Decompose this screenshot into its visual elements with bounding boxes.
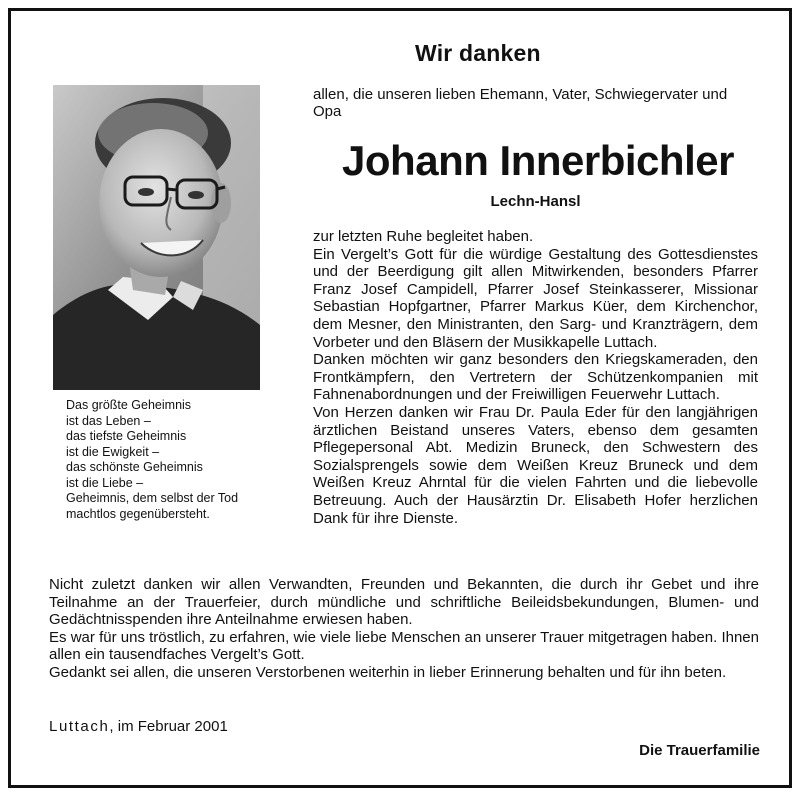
paragraph: Gedankt sei allen, die unseren Verstorbenen weiterhin in lieber Erinnerung behalten und für ihn beten.: [49, 663, 727, 681]
poem-line: ist die Liebe –: [66, 475, 144, 490]
poem-line: ist das Leben –: [66, 413, 151, 428]
poem-line: das schönste Geheimnis: [66, 460, 203, 474]
deceased-name: Johann Innerbichler: [342, 137, 734, 184]
place-name: Luttach: [49, 718, 110, 735]
poem-line: das tiefste Geheimnis: [66, 429, 187, 443]
thanks-text-full: [49, 576, 759, 682]
paragraph: Von Herzen danken wir Frau Dr. Paula Eder für den langjährigen ärztlichen Beistand unseres Vaters, ebenso dem gesamten Pflegepersonal Abt. Medizin Bruneck, den Schwestern des Sozialsprengels sowie dem Weißen Kreuz Bruneck und dem Weißen Kreuz Ahrntal für die vielen Fahrten und die liebevolle Betreuung. Auch der Hausärztin Dr. Elisabeth Hofer herzlichen Dank für ihre Dienste.: [313, 403, 758, 527]
page-title: Wir danken: [415, 40, 541, 66]
poem-line: ist die Ewigkeit –: [66, 444, 160, 459]
portrait-photo: [53, 85, 260, 390]
paragraph: Ein Vergelt’s Gott für die würdige Gestaltung des Gottesdienstes und der Beerdigung gilt allen Mitwirkenden, besonders Pfarrer Franz Josef Campidell, Pfarrer Josef Steinkasserer, Missionar Sebastian Hopfgartner, Pfarrer Markus Küer, dem Kirchenchor, dem Mesner, den Ministranten, den Sarg- und Kranzträgern, dem Vorbeter und den Bläsern der Musikkapelle Luttach.: [313, 245, 758, 351]
paragraph: Es war für uns tröstlich, zu erfahren, wie viele liebe Menschen an unserer Trauer mitgetragen haben. Ihnen allen ein tausendfaches Vergelt’s Gott.: [49, 628, 759, 664]
poem: [66, 398, 286, 522]
poem-line: machtlos gegenübersteht.: [66, 506, 210, 521]
date-text: , im Februar 2001: [109, 718, 228, 735]
place-date: [49, 718, 228, 735]
poem-line: Geheimnis, dem selbst der Tod: [66, 491, 239, 505]
intro-text: allen, die unseren lieben Ehemann, Vater, Schwiegervater und Opa: [313, 86, 728, 120]
deceased-nickname: Lechn-Hansl: [490, 193, 581, 210]
paragraph: zur letzten Ruhe begleitet haben.: [313, 228, 534, 245]
paragraph: Danken möchten wir ganz besonders den Kriegskameraden, den Frontkämpfern, den Vertretern der Schützenkompanien mit Fahnenabordnungen und der Freiwilligen Feuerwehr Luttach.: [313, 351, 758, 404]
poem-line: Das größte Geheimnis: [66, 398, 192, 412]
signature: Die Trauerfamilie: [639, 742, 760, 759]
thanks-text-right: [313, 228, 758, 527]
paragraph: Nicht zuletzt danken wir allen Verwandten, Freunden und Bekannten, die durch ihr Gebet und ihre Teilnahme an der Trauerfeier, durch mündliche und schriftliche Beileidsbekundungen, Blumen- und Gedächtnisspenden ihre Anteilnahme erwiesen haben.: [49, 576, 759, 629]
